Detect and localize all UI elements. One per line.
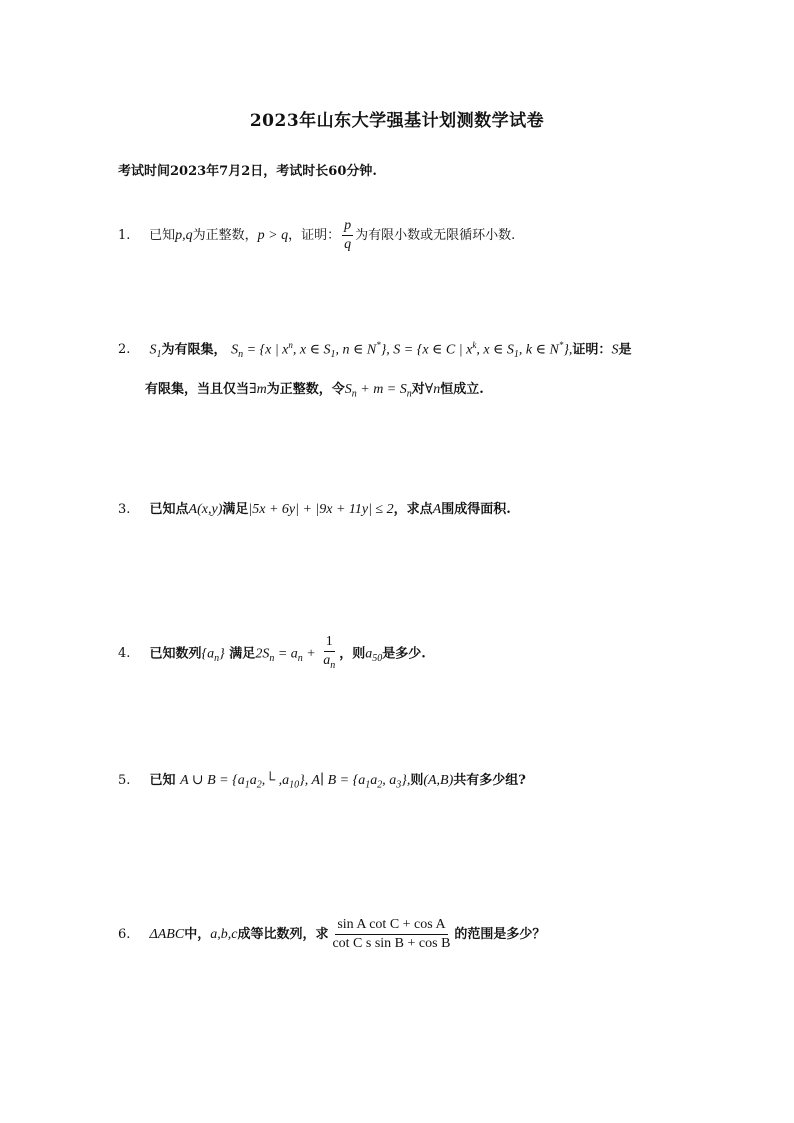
- fraction-numerator: p: [342, 218, 353, 236]
- page-title: 2023年山东大学强基计划测数学试卷: [249, 111, 545, 131]
- math-expression: },: [401, 773, 411, 788]
- question-number: 1.: [118, 228, 131, 243]
- math-subscript: 1: [330, 348, 336, 360]
- math-expression: = a: [274, 646, 298, 662]
- question-text: 满足: [222, 502, 249, 517]
- question-text: 的范围是多少？: [454, 927, 546, 942]
- math-subscript: n: [297, 652, 303, 664]
- question-text: 是多少.: [382, 646, 426, 662]
- math-expression: a: [249, 773, 257, 788]
- math-subscript: n: [330, 659, 336, 671]
- math-expression: A ∪ B = {a: [180, 773, 245, 788]
- question-text: ，求点: [393, 502, 433, 517]
- question-text: 证明：: [572, 342, 612, 358]
- math-subscript: 1: [513, 348, 519, 360]
- math-subscript: 2: [256, 779, 262, 791]
- math-expression: },: [563, 342, 573, 358]
- fraction-numerator: 1: [324, 634, 335, 652]
- question-text: 已知点: [149, 502, 189, 517]
- question-text: 共有多少组?: [453, 773, 526, 788]
- math-superscript: *: [376, 340, 381, 350]
- math-expression: a: [370, 773, 378, 788]
- math-expression: (A,B): [423, 773, 454, 788]
- math-expression: , x ∈ S: [476, 342, 514, 358]
- math-expression: S: [344, 382, 352, 397]
- fraction: [342, 218, 353, 253]
- math-subscript: 3: [396, 779, 402, 791]
- math-subscript: n: [214, 652, 220, 664]
- math-expression: , a: [382, 773, 397, 788]
- question-text: 是: [618, 342, 632, 358]
- math-expression: ∀n: [424, 382, 441, 397]
- math-subscript: n: [238, 348, 244, 360]
- fraction-numerator: sin A cot C + cos A: [335, 917, 447, 935]
- question-1: [118, 218, 515, 253]
- math-expression: p > q: [257, 228, 289, 243]
- question-text: 成等比数列，求: [237, 927, 329, 942]
- math-subscript: 1: [156, 348, 162, 360]
- question-number: 6.: [118, 927, 131, 942]
- question-3: [118, 500, 511, 520]
- question-text: 已知数列: [149, 646, 202, 662]
- question-2: [118, 335, 631, 365]
- math-subscript: 1: [365, 779, 371, 791]
- math-superscript: n: [288, 340, 293, 350]
- question-number: 5.: [118, 773, 131, 788]
- math-expression: , x ∈ S: [292, 342, 331, 358]
- math-expression: {a: [201, 646, 215, 662]
- question-number: 4.: [118, 646, 131, 662]
- math-superscript: k: [472, 340, 477, 350]
- question-text: 已知: [149, 228, 176, 243]
- question-text: 满足: [229, 646, 256, 662]
- math-subscript: n: [406, 388, 412, 400]
- math-expression: 2S: [255, 646, 270, 662]
- question-6: [118, 917, 545, 952]
- math-expression: = {x | x: [243, 342, 289, 358]
- fraction-denominator: q: [344, 237, 352, 252]
- question-text: 为正整数，令: [266, 382, 345, 397]
- math-expression: + m = S: [356, 382, 407, 397]
- math-expression: A: [432, 502, 442, 517]
- math-expression: }, A∣ B = {a: [299, 773, 366, 788]
- question-number: 2.: [118, 342, 131, 358]
- question-text: 为有限小数或无限循环小数.: [355, 228, 516, 243]
- question-5: [118, 771, 526, 796]
- fraction: [330, 917, 452, 952]
- math-subscript: n: [269, 652, 275, 664]
- question-text: 围成得面积.: [441, 502, 511, 517]
- fraction-denominator: [321, 652, 337, 674]
- math-expression: A(x,y): [188, 502, 223, 517]
- question-text: ，则: [339, 646, 366, 662]
- question-text: ，证明：: [288, 228, 341, 243]
- exam-info: 考试时间2023年7月2日，考试时长60分钟.: [118, 164, 377, 179]
- math-superscript: *: [558, 340, 564, 350]
- math-expression: S: [611, 342, 619, 358]
- math-expression: S: [231, 342, 239, 358]
- math-expression: a: [365, 646, 373, 662]
- math-expression: ,└ ,a: [261, 773, 290, 788]
- math-subscript: n: [351, 388, 357, 400]
- math-expression: }, S = {x ∈ C | x: [380, 342, 473, 358]
- math-expression: +: [302, 646, 320, 662]
- math-expression: |5x + 6y| + |9x + 11y| ≤ 2: [248, 502, 394, 517]
- question-number: 3.: [118, 502, 131, 517]
- question-text: 为有限集，: [161, 342, 227, 358]
- math-expression: a,b,c: [210, 927, 238, 942]
- math-expression: }: [219, 646, 225, 662]
- math-expression: S: [149, 342, 157, 358]
- math-expression: p,q: [175, 228, 193, 243]
- math-subscript: 50: [372, 652, 383, 664]
- question-text: 对: [411, 382, 425, 397]
- question-text: 则: [410, 773, 424, 788]
- fraction-denominator-base: a: [323, 653, 331, 668]
- math-expression: , k ∈ N: [518, 342, 559, 358]
- question-text: 已知: [149, 773, 176, 788]
- math-subscript: 2: [377, 779, 383, 791]
- question-text: 恒成立.: [440, 382, 484, 397]
- math-expression: , n ∈ N: [335, 342, 377, 358]
- math-subscript: 1: [244, 779, 250, 791]
- fraction-denominator: cot C s sin B + cos B: [332, 936, 451, 951]
- question-text: 中，: [184, 927, 211, 942]
- math-subscript: 10: [289, 779, 300, 791]
- question-text: 有限集，当且仅当: [145, 382, 250, 397]
- math-expression: ∃m: [249, 382, 267, 397]
- math-expression: ΔABC: [149, 927, 185, 942]
- question-2-continuation: [145, 378, 484, 400]
- question-text: 为正整数，: [192, 228, 258, 243]
- fraction: [321, 634, 337, 674]
- question-4: [118, 634, 426, 674]
